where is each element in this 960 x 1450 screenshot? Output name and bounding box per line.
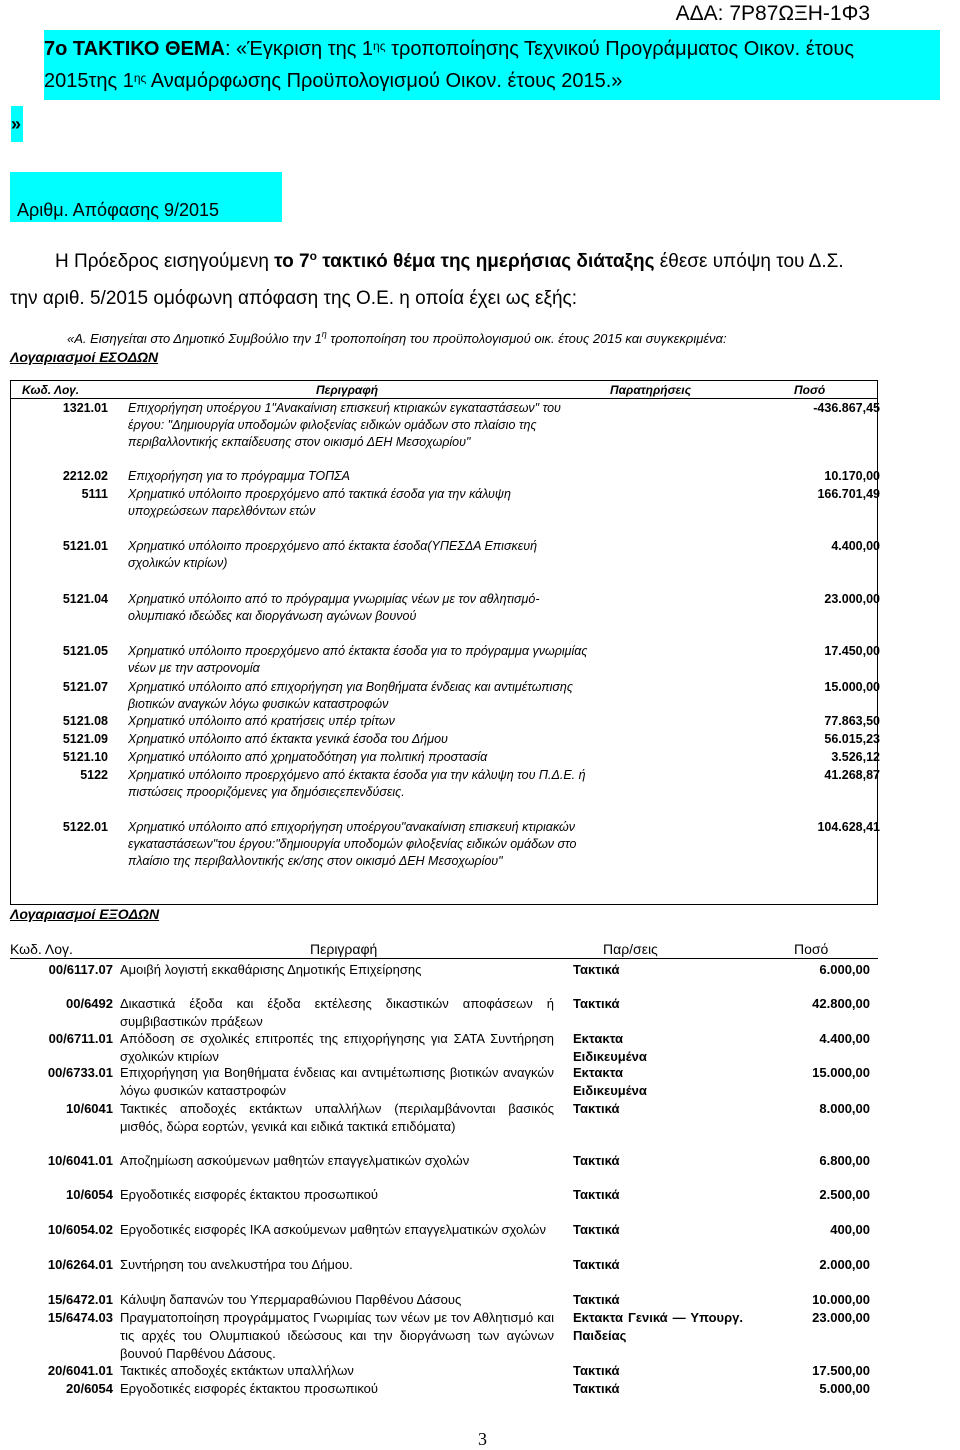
income-header-notes: Παρατηρήσεις bbox=[610, 383, 692, 397]
sub-intro: «Α. Εισηγείται στο Δημοτικό Συμβούλιο την $1^\eta$ τροποποίηση του προϋπολογισμού οικ. έτους 2015 και συγκεκριμένα: bbox=[67, 329, 727, 346]
expenses-header-notes: Παρ/σεις bbox=[603, 941, 658, 957]
subject-title: 7ο ΤΑΚΤΙΚΟ ΘΕΜΑ: «Έγκριση της $1^{\eta\varsigma}$ τροποποίησης Τεχνικού Προγράμματος Οικον. έτους 2015της $1^{\eta\varsigma}$ Αναμόρφωσης Προϋπολογισμού Οικον. έτους 2015.» bbox=[44, 38, 854, 92]
income-header-row bbox=[10, 383, 878, 399]
expenses-title: Λογαριασμοί ΕΞΟΔΩΝ bbox=[10, 906, 160, 922]
expenses-header-rule bbox=[10, 958, 878, 959]
page-number: 3 bbox=[478, 1429, 487, 1449]
income-header-amount: Ποσό bbox=[794, 383, 826, 397]
subject-label: ΤΑΚΤΙΚΟ ΘΕΜΑ bbox=[72, 38, 225, 60]
ada-code: ΑΔΑ: 7Ρ87ΩΞΗ-1Φ3 bbox=[675, 2, 870, 25]
income-title: Λογαριασμοί ΕΣΟΔΩΝ bbox=[10, 349, 159, 365]
expenses-header-amount: Ποσό bbox=[794, 941, 829, 957]
income-header-code: Κωδ. Λογ. bbox=[22, 383, 80, 397]
subject-closing-quote: » bbox=[11, 106, 23, 142]
expenses-header-code: Κωδ. Λογ. bbox=[10, 941, 73, 957]
expenses-header-desc: Περιγραφή bbox=[310, 941, 378, 957]
income-header-desc: Περιγραφή bbox=[316, 383, 379, 397]
intro-line-2: την αριθ. 5/2015 ομόφωνη απόφαση της Ο.Ε. η οποία έχει ως εξής: bbox=[10, 288, 577, 309]
intro-line-1: Η Πρόεδρος εισηγούμενη το $7^o$ τακτικό θέμα της ημερήσιας διάταξης έθεσε υπόψη του Δ.Σ. bbox=[55, 249, 844, 272]
subject-number: 7ο bbox=[44, 38, 68, 60]
decision-number: Αριθμ. Απόφασης 9/2015 bbox=[17, 200, 219, 220]
income-header-rule bbox=[10, 398, 878, 399]
expenses-header-row bbox=[10, 941, 878, 959]
